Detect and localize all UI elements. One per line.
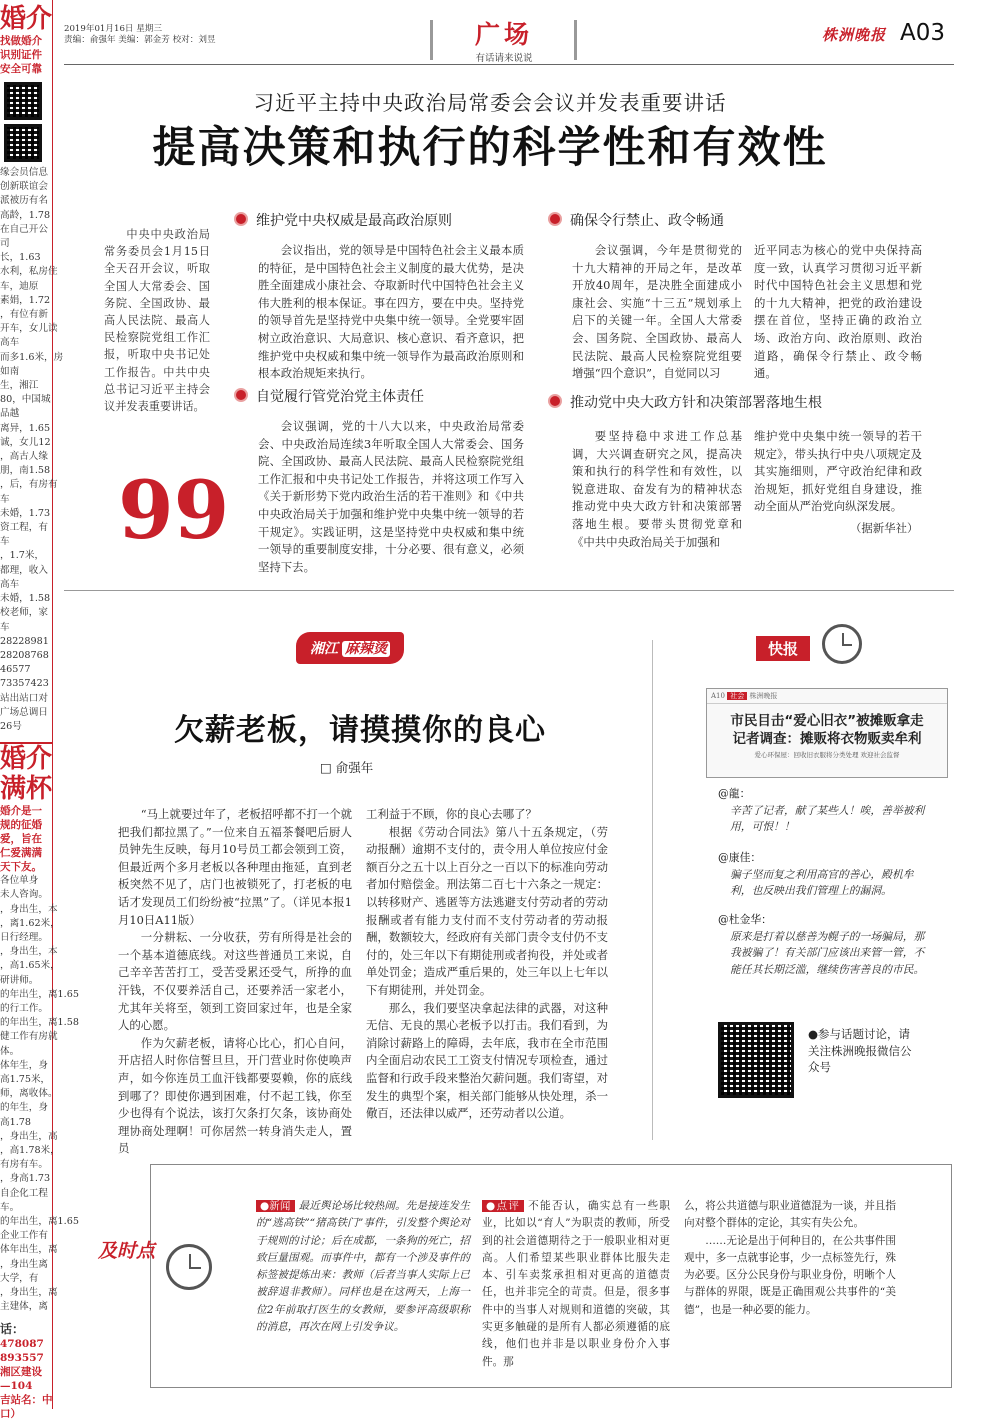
left-strip-line: 仁爱满满	[0, 847, 42, 860]
column-tag	[296, 632, 404, 664]
left-strip-line: 而多1.6米，房	[0, 351, 64, 363]
left-strip-line: 湘区建设	[0, 1365, 42, 1378]
channel-name: 广场	[474, 20, 533, 49]
left-strip-line: 站出站口对	[0, 692, 48, 704]
clip-subtitle: 爱心环保屋：回收旧衣服将分类处理 欢迎社会监督	[754, 751, 900, 759]
left-strip-line: 生，湘江	[0, 380, 39, 392]
left-strip-line: 478087	[0, 1337, 44, 1350]
jishidian-col-2: ●点评 不能否认，确实总有一些职业，比如以“育人”为职责的教师，所受到的社会道德期待之于一般职业相对更高。人们希望某些职业群体比服失走本、引车卖浆承担相对更高的道德责任，也并非完全的苛责。但是，很多事件中的当事人对规则和道德的突破，其实更多触碰的是所有人都必须遵循的底线，他们也并非是以职业身份介入事件。那	[482, 1200, 670, 1368]
bullet-dot-icon	[548, 212, 562, 226]
left-strip-top-lines	[0, 34, 52, 76]
clip-title-1: 市民目击“爱心旧衣”被摊贩拿走	[730, 713, 924, 729]
left-strip-line: 口）	[0, 1407, 21, 1420]
article-kicker: 习近平主持中央政治局常委会会议并发表重要讲话	[253, 91, 727, 115]
page-header-info	[64, 24, 216, 46]
left-strip-line: 企业工作有	[0, 1230, 48, 1242]
column-tag-box: 湘江 麻辣烫	[296, 632, 404, 664]
left-strip-line: 28208768	[0, 649, 49, 661]
left-strip-line: 高1.78	[0, 1116, 31, 1128]
left-strip-line: 高车	[0, 337, 20, 349]
left-strip-line: 80，中国城	[0, 394, 51, 406]
column-divider	[652, 640, 653, 1140]
channel-subtitle: 有话请来说说	[475, 53, 533, 64]
left-strip-line: 的年出生，离1.65	[0, 1216, 79, 1227]
reader-comment-2: @康佳： 骗子坚而复之利用高官的善心，殿机牟利，也反映出我们管理上的漏洞。	[718, 851, 914, 897]
left-strip-line: —104	[0, 1379, 33, 1392]
left-strip-phones-b	[0, 1337, 52, 1365]
left-strip-line: ，高1.78米，	[0, 1144, 60, 1156]
left-strip-line: 未人咨询。	[0, 889, 48, 901]
left-strip-address	[0, 692, 52, 735]
left-strip-line: 28228981	[0, 635, 49, 647]
left-strip-line: 26号	[0, 720, 22, 732]
section-rule	[64, 590, 954, 591]
section-text-1: 会议指出，党的领导是中国特色社会主义最本质的特征，是中国特色社会主义制度的最大优势，是决胜全面建成小康社会、夺取新时代中国特色社会主义伟大胜利的根本保证。事在四方，要在中央。坚持党的领导首先是坚持党中央集中统一领导。全党要牢固树立政治意识、大局意识、核心意识、看齐意识，把维护党中央权威和集中统一领导作为最高政治原则和根本政治规矩来执行。	[258, 243, 524, 381]
section-heading-4: 推动党中央大政方针和决策部署落地生根	[548, 392, 822, 412]
date-line: 2019年01月16日 星期三	[64, 24, 163, 34]
left-strip-line: 长，1.63	[0, 252, 41, 264]
news-tag: ●新闻	[256, 1200, 295, 1212]
left-strip-line: ，离1.62米，	[0, 917, 60, 929]
jishidian-title: 及时点	[98, 1240, 156, 1262]
left-strip-line: 开车，女儿读	[0, 323, 58, 335]
left-strip-line: 46577	[0, 664, 31, 676]
left-strip-line: 高龄，1.78	[0, 209, 51, 221]
clock-icon	[822, 624, 862, 664]
left-strip-qr-code[interactable]	[4, 82, 42, 120]
left-strip-lines-b	[0, 804, 52, 832]
opinion-title: 欠薪老板，请摸摸你的良心	[174, 713, 546, 748]
reader-comment-1: @龍： 辛苦了记者，献了某些人！唉，善举被利用，可恨！！	[718, 787, 925, 833]
left-strip-line: 如南	[0, 365, 20, 377]
wechat-qr-code[interactable]	[718, 1022, 794, 1098]
left-strip-line: ，后，有房有	[0, 479, 58, 491]
left-strip-line: 品越	[0, 408, 20, 420]
left-strip-line: 大学，有	[0, 1272, 39, 1284]
article-lead: 中央中央政治局常务委员会1月15日全天召开会议，听取全国人大常委会、国务院、全国政协、最高人民法院、最高人民检察院党组工作汇报，听取中央书记处工作报告。中共中央总书记习近平主持会议并发表重要讲话。	[104, 228, 210, 414]
opinion-author: □ 俞强年	[320, 760, 374, 775]
left-strip-line: ，身高1.73	[0, 1173, 51, 1185]
opinion-col-1: “马上就要过年了，老板招呼都不打一个就把我们都拉黑了。”一位来自五福茶餐吧后厨人员钟先生反映，每月10号员工都会领到工资，但最近两个多月老板以各种理由拖延，直到老板突然不见了，店门也被锁死了，打老板的电话才发现员工们纷纷被“拉黑”了。（详见本报1月10日A11版） 一分耕耘、一分收获，劳有所得是社会的一个基本道德底线。对这些普通员工来说，自己辛辛苦苦打工，受苦受累还受气，所挣的血汗钱，不仅要养活自己，还要养活一家老小，尤其年关将至，领到工资回家过年，也是全家人的心愿。 作为欠薪老板，请将心比心，扪心自问，开店招人时你信誓旦旦，开门营业时你使唤声声，如今你连员工血汗钱都要耍赖，你的底线到哪了？即使你遇到困难，付不起工钱，你至少也得有个说法，该打欠条打欠条，该协商处理协商处理啊！可你居然一转身消失走人，置员	[118, 807, 352, 1156]
left-strip-line: ，1.7米，	[0, 550, 45, 562]
left-strip-line: 找做婚介	[0, 35, 42, 47]
staff-line: 责编：俞强年 美编：郭金芳 校对：刘昱	[64, 35, 216, 45]
bullet-dot-icon	[234, 212, 248, 226]
left-strip-line: 健工作有房就	[0, 1031, 58, 1043]
left-strip-line: 车，迪原	[0, 280, 39, 292]
bullet-dot-icon	[548, 394, 562, 408]
left-strip-line: 司	[0, 238, 10, 250]
kuaibao-tag: 快报	[756, 636, 810, 661]
left-strip-line: 各位单身	[0, 875, 39, 887]
left-strip-line: 车	[0, 493, 10, 505]
news-clipping	[706, 688, 948, 778]
section-heading-3: 确保令行禁止、政令畅通	[548, 210, 724, 230]
left-strip-line: 自企化工程	[0, 1187, 48, 1199]
left-strip-qr-code-2[interactable]	[4, 124, 42, 162]
left-strip-line: ，身出生离	[0, 1258, 48, 1270]
left-strip-line: 体年生，身	[0, 1059, 48, 1071]
left-strip-line: 资工程，有	[0, 522, 48, 534]
left-strip-line: 主建体，离	[0, 1301, 48, 1313]
left-strip-line: ，高1.65米，	[0, 960, 60, 972]
section-text-3a: 会议强调，今年是贯彻党的十九大精神的开局之年，是改革开放40周年，是决胜全面建成小康社会、实施“十三五”规划承上启下的关键一年。全国人大常委会、国务院、全国政协、最高人民法院、最高人民检察院党组要增强“四个意识”，自觉同以习	[572, 243, 742, 381]
left-strip-line: 车。	[0, 1201, 20, 1213]
left-strip-line: 缘会员信息	[0, 167, 48, 178]
left-strip-line: 爱，旨在	[0, 833, 42, 846]
left-strip-phones	[0, 635, 52, 692]
left-strip-phone-label: 话：	[0, 1322, 25, 1337]
clock-icon	[166, 1244, 212, 1290]
section-text-2: 会议强调，党的十八大以来，中央政治局常委会、中央政治局连续3年听取全国人大常委会、国务院、全国政协、最高人民法院、最高人民检察院党组工作汇报和中央书记处工作报告，并将这项工作写入《关于新形势下党内政治生活的若干准则》和《中共中央政治局关于加强和维护党中央集中统一领导的若干规定》。实践证明，这是坚持党中央权威和集中统一领导的重要制度安排，十分必要、很有意义，必须坚持下去。	[258, 419, 524, 574]
section-heading-1: 维护党中央权威是最高政治原则	[234, 210, 452, 230]
bullet-dot-icon	[234, 388, 248, 402]
left-strip-line: ，身出生，本	[0, 946, 58, 958]
left-strip-line: 高车	[0, 578, 20, 590]
section-heading-2: 自觉履行管党治党主体责任	[234, 386, 424, 406]
left-strip-line: 在自己开公	[0, 223, 48, 235]
left-strip-line: 吉站名：中	[0, 1393, 53, 1406]
left-strip-title-2b: 满杯	[0, 774, 53, 805]
left-strip-line: 车	[0, 621, 10, 633]
left-strip-line: 婚介是一	[0, 805, 42, 818]
left-strip-line: ，身出生，本	[0, 903, 58, 915]
left-strip-line: 派被历有名	[0, 195, 48, 207]
left-strip-title: 婚介	[0, 4, 53, 34]
header-rule	[64, 64, 954, 65]
left-strip-line: 车	[0, 536, 10, 548]
left-strip-line: 73357423	[0, 678, 49, 690]
left-strip-line: 的年生，身	[0, 1102, 48, 1114]
section-text-4a: 要坚持稳中求进工作总基调，大兴调查研究之风，提高决策和执行的科学性和有效性，以锐意进取、奋发有为的精神状态推动党中央大政方针和决策部署落地生根。要带头贯彻党章和《中共中央政治局关于加强和	[572, 429, 742, 549]
comment-tag: ●点评	[482, 1200, 524, 1212]
clip-title-2: 记者调查：摊贩将衣物贩卖牟利	[732, 731, 922, 747]
left-strip-lines-c	[0, 874, 79, 1314]
left-strip-title-2a: 婚介	[0, 744, 53, 775]
left-strip-line: 未婚，1.58	[0, 593, 51, 605]
column-tag-word: 麻辣烫	[342, 641, 390, 657]
left-strip-line: 朋，南1.58	[0, 465, 51, 477]
left-strip-line: 规的征婚	[0, 819, 42, 832]
section-text-4b: 维护党中央集中统一领导的若干规定》，带头执行中央八项规定及其实施细则，严守政治纪律和政治规矩，抓好党组自身建设，推动全面从严治党向纵深发展。	[754, 429, 922, 514]
left-strip-line: 日行经理。	[0, 931, 48, 943]
left-strip-line: ，有位有新	[0, 309, 48, 321]
left-strip-red-lines	[0, 832, 52, 874]
left-strip-line: 识别证件	[0, 49, 42, 61]
header-divider-left	[430, 20, 433, 60]
clip-bar: A10 社会 株洲晚报	[707, 689, 947, 704]
left-strip-line: 水利，私房住	[0, 266, 58, 278]
left-strip-line: 素娟，1.72	[0, 294, 51, 306]
left-strip-line: 的行工作。	[0, 1002, 48, 1014]
left-strip-line: 未婚，1.73	[0, 507, 51, 519]
left-strip-line: ，身出生，离	[0, 1287, 58, 1299]
left-strip-line: 的年出生，离1.65	[0, 988, 79, 1000]
left-strip-line: 的年出生，离1.58	[0, 1017, 79, 1029]
left-strip-line: 诚，女儿12	[0, 436, 51, 448]
left-strip-line: ，高古人缘	[0, 451, 48, 463]
jishidian-col-1: ●新闻 最近舆论场比较热闹。先是接连发生的“逃高铁”“猪高铁门”事件，引发整个舆论对于规则的讨论；后在成都，一条狗的死亡，招致巨量围观。而事件中，都有一个涉及事件的标签被提炼出来：教师（后者当事人实际上已被辞退非教师）。同样也是在这两天，上海一位2年前取打医生的女教师，要参评高级职称的消息，再次在网上引发争议。	[256, 1200, 471, 1334]
left-strip-line: 校老师，家	[0, 607, 48, 619]
left-strip-line: ，身出生，高	[0, 1130, 58, 1142]
header-divider-right	[574, 20, 577, 60]
left-strip-line: 体。	[0, 1045, 20, 1057]
left-strip-line: 天下友。	[0, 861, 42, 874]
left-strip-address-b	[0, 1365, 52, 1421]
left-strip-line: 体年出生，离	[0, 1244, 58, 1256]
left-strip-line: 安全可靠	[0, 63, 42, 75]
left-strip-line: 有房有车。	[0, 1159, 48, 1171]
opinion-col-2: 工利益于不顾，你的良心去哪了？ 根据《劳动合同法》第八十五条规定，（劳动报酬）逾期不支付的，责令用人单位按应付金额百分之五十以上百分之一百以下的标准向劳动者加付赔偿金。刑法第二百七十六条之一规定：以转移财产、逃匿等方法逃避支付劳动者的劳动报酬或者有能力支付而不支付劳动者的劳动报酬，数额较大，经政府有关部门责令支付仍不支付的，处三年以下有期徒刑或者拘役，并处或者单处罚金；造成严重后果的，处三年以上七年以下有期徒刑，并处罚金。 那么，我们要坚决拿起法律的武器，对这种无信、无良的黑心老板予以打击。我们看到，为消除讨薪路上的障碍，去年底，我市在全市范围内全面启动农民工工资支付情况专项检查，通过监督和行政手段来整治欠薪问题。我们寄望，对发生的典型个案，相关部门能够从快处理，杀一儆百，还法律以威严，还劳动者以公道。	[366, 807, 608, 1121]
quote-mark-icon: 99	[118, 463, 230, 557]
left-strip-line: 师，离收体。	[0, 1088, 58, 1100]
left-strip-line: 都理，收入	[0, 564, 48, 576]
left-strip-line: 893557	[0, 1351, 44, 1364]
channel-block	[438, 20, 570, 64]
left-strip-mid-lines	[0, 166, 64, 635]
reader-comment-3: @杜金华： 原来是打着以慈善为幌子的一场骗局，那我被骗了！有关部门应该出来管一管，不能任其长期泛滥，继续伤害善良的市民。	[718, 913, 925, 976]
page-number: A03	[900, 20, 946, 46]
paper-logo: 株洲晚报	[822, 26, 887, 44]
left-strip-line: 高1.75米，	[0, 1073, 51, 1085]
left-strip-ads	[0, 0, 79, 1420]
left-strip-line: 广场总调日	[0, 706, 48, 718]
section-text-3b: 近平同志为核心的党中央保持高度一致，认真学习贯彻习近平新时代中国特色社会主义思想和党的十九大精神，把党的政治建设摆在首位，坚持正确的政治立场、政治方向、政治原则、政治道路，确保令行禁止、政令畅通。	[754, 243, 922, 381]
left-strip-line: 离异，1.65	[0, 422, 51, 434]
article-headline: 提高决策和执行的科学性和有效性	[152, 123, 828, 173]
article-source: （据新华社）	[850, 521, 919, 535]
left-strip-line: 研讲师。	[0, 974, 39, 986]
follow-wechat-text: ●参与话题讨论，请关注株洲晚报微信公众号	[808, 1027, 912, 1074]
left-strip-line: 创新联谊会	[0, 181, 48, 193]
jishidian-col-3: 么，将公共道德与职业道德混为一谈，并且指向对整个群体的定论，其实有失公允。 ……无论是出于何种目的，在公共事件围观中，多一点就事论事，少一点标签先行，殊为必要。区分公民身份与职业身份，明晰个人与群体的界限，既是正确围观公共事件的“美德”，也是一种必要的能力。	[684, 1200, 896, 1316]
